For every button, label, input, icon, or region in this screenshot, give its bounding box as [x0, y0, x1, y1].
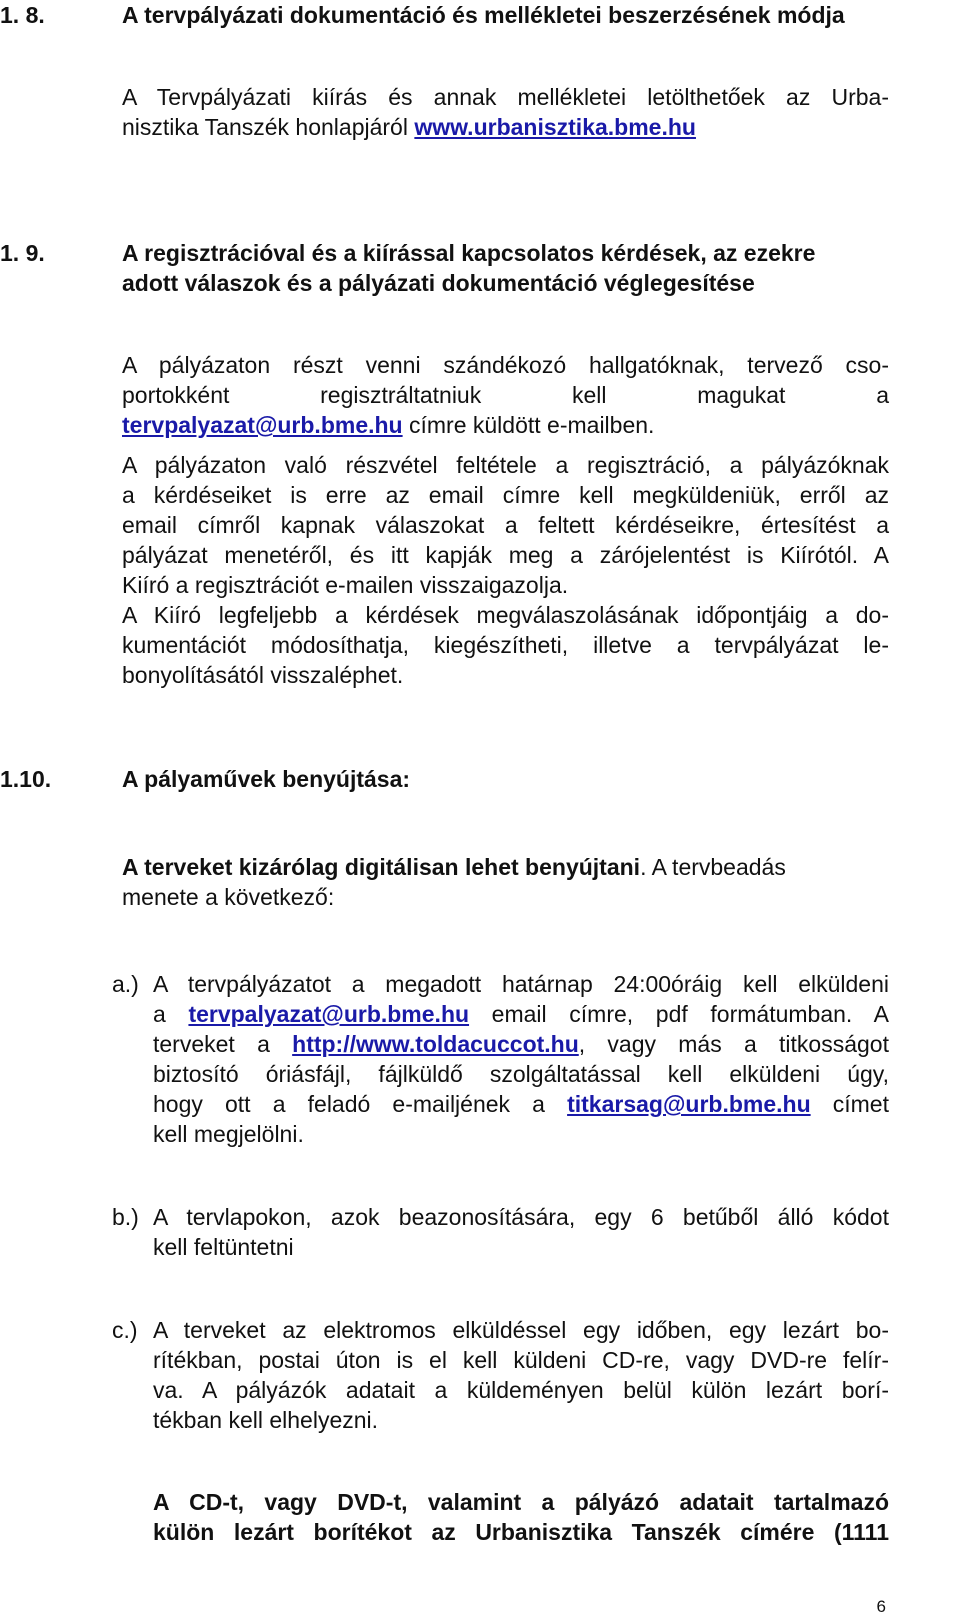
section-number: 1. 8. [0, 2, 45, 28]
list-marker: b.) [112, 1204, 139, 1230]
email-link[interactable]: titkarsag@urb.bme.hu [567, 1091, 811, 1117]
text-line: külön lezárt borítékot az Urbanisztika Tanszék címére (1111 [153, 1519, 889, 1545]
list-item-body [153, 969, 889, 1149]
text-line: menete a következő: [122, 884, 335, 910]
text-line: a kérdéseiket is erre az email címre kell megküldeniük, erről az [122, 482, 889, 508]
text-line: A pályázaton részt venni szándékozó hallgatóknak, tervező cso- [122, 352, 889, 378]
text-line: A pályázaton való részvétel feltétele a regisztráció, a pályázóknak [122, 452, 889, 478]
section-number: 1.10. [0, 766, 52, 792]
section-title: A tervpályázati dokumentáció és mellékletei beszerzésének módja [122, 2, 845, 28]
text-line: email címről kapnak válaszokat a feltett kérdéseikre, értesítést a [122, 512, 889, 538]
page-number: 6 [876, 1597, 886, 1616]
website-link[interactable]: www.urbanisztika.bme.hu [414, 114, 696, 140]
list-item-body [153, 1315, 889, 1435]
text-line: hogy ott a feladó e-mailjének a titkarsag@urb.bme.hu címet [153, 1091, 889, 1117]
text-line: portokként regisztráltatniuk kell magukat a [122, 382, 889, 408]
text-line: terveket a http://www.toldacuccot.hu, vagy más a titkosságot [153, 1031, 889, 1057]
paragraph-submission-intro [122, 852, 889, 912]
paragraph-download-info [122, 82, 889, 142]
text-line: biztosító óriásfájl, fájlküldő szolgáltatással kell elküldeni úgy, [153, 1061, 889, 1087]
text-line: A terveket kizárólag digitálisan lehet benyújtani. A tervbeadás [122, 854, 786, 880]
email-link[interactable]: tervpalyazat@urb.bme.hu [122, 412, 403, 438]
text-line: A terveket az elektromos elküldéssel egy időben, egy lezárt bo- [153, 1317, 889, 1343]
file-transfer-link[interactable]: http://www.toldacuccot.hu [292, 1031, 579, 1057]
list-marker: a.) [112, 971, 139, 997]
email-link[interactable]: tervpalyazat@urb.bme.hu [188, 1001, 470, 1027]
paragraph-participation [122, 450, 889, 690]
bold-note [153, 1487, 889, 1547]
section-title: A pályaművek benyújtása: [122, 766, 411, 792]
text-line: bonyolításától visszaléphet. [122, 662, 404, 688]
text-line: tékban kell elhelyezni. [153, 1407, 379, 1433]
text-line: kell megjelölni. [153, 1121, 304, 1147]
text-line: A tervlapokon, azok beazonosítására, egy 6 betűből álló kódot [153, 1204, 889, 1230]
text-line: A tervpályázatot a megadott határnap 24:00óráig kell elküldeni [153, 971, 889, 997]
text-line: A CD-t, vagy DVD-t, valamint a pályázó adatait tartalmazó [153, 1489, 889, 1515]
text-line: kumentációt módosíthatja, kiegészítheti, illetve a tervpályázat le- [122, 632, 889, 658]
text-line: a tervpalyazat@urb.bme.hu email címre, pdf formátumban. A [153, 1001, 890, 1027]
section-title: adott válaszok és a pályázati dokumentáció véglegesítése [122, 270, 755, 296]
paragraph-registration [122, 350, 889, 440]
text-line: A Tervpályázati kiírás és annak mellékletei letölthetőek az Urba- [122, 84, 889, 110]
text-line: kell feltüntetni [153, 1234, 294, 1260]
text-line: tervpalyazat@urb.bme.hu címre küldött e-mailben. [122, 412, 655, 438]
text-line: A Kiíró legfeljebb a kérdések megválaszolásának időpontjáig a do- [122, 602, 889, 628]
section-number: 1. 9. [0, 240, 45, 266]
text-line: pályázat menetéről, és itt kapják meg a zárójelentést is Kiírótól. A [122, 542, 889, 568]
section-title: A regisztrációval és a kiírással kapcsolatos kérdések, az ezekre [122, 240, 816, 266]
text-line: rítékban, postai úton is el kell küldeni CD-re, vagy DVD-re felír- [153, 1347, 889, 1373]
text-line: Kiíró a regisztrációt e-mailen visszaigazolja. [122, 572, 569, 598]
text-line: nisztika Tanszék honlapjáról www.urbanisztika.bme.hu [122, 114, 696, 140]
text-line: va. A pályázók adatait a küldeményen belül külön lezárt borí- [153, 1377, 889, 1403]
list-item-body [153, 1202, 889, 1262]
list-marker: c.) [112, 1317, 138, 1343]
